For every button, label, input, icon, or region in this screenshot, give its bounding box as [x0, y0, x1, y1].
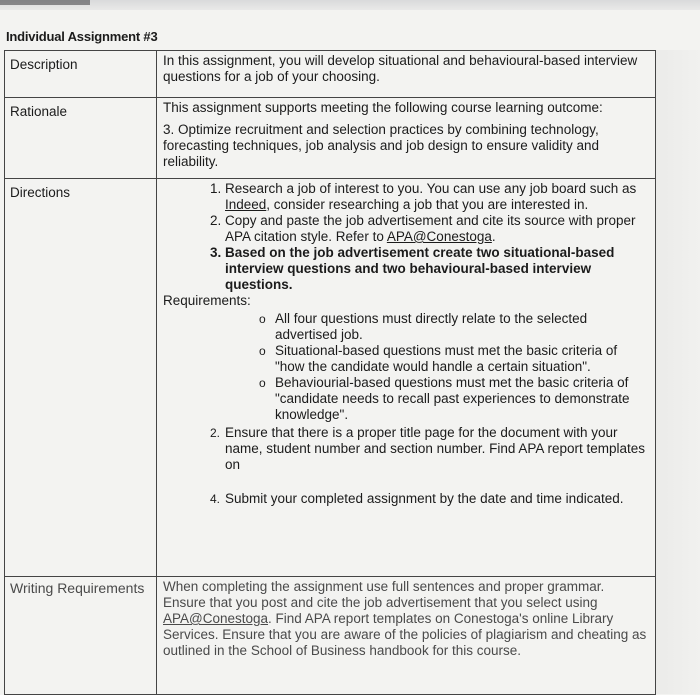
- direction-item-2-text: Copy and paste the job advertisement and cite its source with proper APA citation style. Refer to: [225, 213, 636, 244]
- bullet-icon: o: [259, 312, 266, 326]
- direction-item-2-text-end: .: [491, 229, 496, 244]
- step-2: [163, 425, 649, 473]
- writing-requirements-label: Writing Requirements: [5, 577, 157, 695]
- bullet-icon: o: [259, 344, 266, 358]
- rationale-line-1: This assignment supports meeting the following course learning outcome:: [163, 100, 603, 115]
- rationale-line-2: 3. Optimize recruitment and selection practices by combining technology, forecasting techniques, job analysis and job design to ensure validity and reliability.: [163, 122, 600, 169]
- bullet-icon: o: [259, 376, 266, 390]
- step-4: [163, 491, 649, 507]
- step-2-number: 2.: [210, 426, 221, 440]
- right-margin: [656, 50, 700, 694]
- requirement-item-1-text: All four questions must directly relate to the selected advertised job.: [275, 311, 588, 342]
- step-4-number: 4.: [210, 492, 221, 506]
- direction-item-1-text: Research a job of interest to you. You can use any job board such as: [225, 181, 637, 196]
- step-2-text: Ensure that there is a proper title page for the document with your name, student number and section number. Find APA report templates on: [225, 425, 645, 472]
- apa-conestoga-link-2[interactable]: APA@Conestoga: [163, 611, 269, 626]
- writing-text-end: . Find APA report templates on Conestoga's online Library Services. Ensure that you are aware of the policies of plagiarism and cheating as outlined in the School of Business handbook for this course.: [163, 611, 647, 658]
- writing-text: When completing the assignment use full sentences and proper grammar. Ensure that you post and cite the job advertisement that you select using: [163, 579, 605, 610]
- row-description: [5, 51, 656, 98]
- requirements-label: Requirements:: [163, 293, 251, 308]
- direction-item-1: [225, 181, 649, 213]
- requirement-item-2-text: Situational-based questions must met the basic criteria of "how the candidate would handle a certain situation".: [275, 343, 618, 374]
- indeed-link[interactable]: Indeed: [225, 197, 267, 212]
- row-writing-requirements: [5, 577, 656, 695]
- directions-label: Directions: [5, 179, 157, 577]
- top-strip: [0, 0, 700, 10]
- top-smudge: [0, 0, 90, 5]
- requirement-item-1: [259, 311, 649, 343]
- description-text: In this assignment, you will develop situational and behavioural-based interview questions for a job of your choosing.: [163, 53, 638, 84]
- description-content: [157, 51, 656, 98]
- step-4-text: Submit your completed assignment by the date and time indicated.: [225, 491, 624, 506]
- direction-item-3: 3. Based on the job advertisement create two situational-based interview questions and two behavioural-based interview questions.: [225, 245, 649, 293]
- page-title: Individual Assignment #3: [6, 29, 158, 44]
- rationale-content: [157, 98, 656, 179]
- directions-list: [163, 181, 649, 293]
- requirement-item-2: [259, 343, 649, 375]
- rationale-label: Rationale: [5, 98, 157, 179]
- description-label: Description: [5, 51, 157, 98]
- apa-conestoga-link[interactable]: APA@Conestoga: [386, 229, 492, 244]
- assignment-table: [4, 50, 656, 695]
- requirements-list: [163, 311, 649, 423]
- directions-content: [157, 179, 656, 577]
- requirement-item-3-text: Behaviourial-based questions must met the basic criteria of "candidate needs to recall past experiences to demonstrate knowledge".: [275, 375, 630, 422]
- row-directions: [5, 179, 656, 577]
- writing-requirements-content: [157, 577, 656, 695]
- row-rationale: [5, 98, 656, 179]
- direction-item-1-text-end: , consider researching a job that you are interested in.: [266, 197, 589, 212]
- direction-item-2: [225, 213, 649, 245]
- requirement-item-3: [259, 375, 649, 423]
